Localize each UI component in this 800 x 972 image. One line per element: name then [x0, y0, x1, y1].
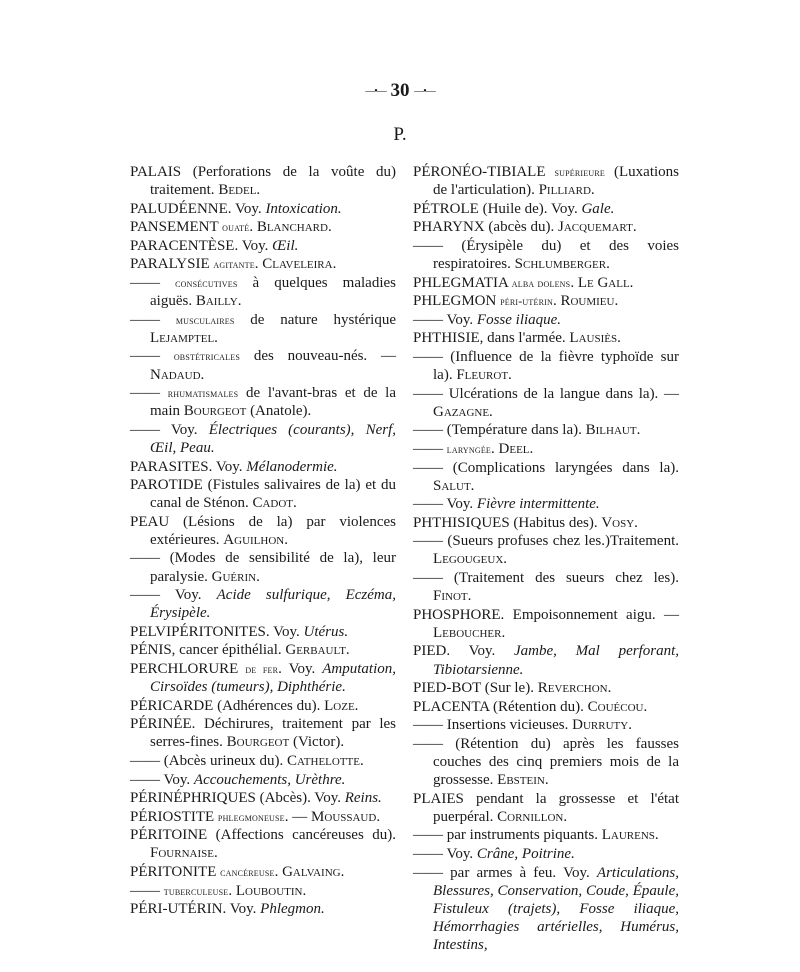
index-entry [130, 641, 396, 659]
index-entry [413, 163, 679, 199]
entry-text: des nouveau-nés. — [240, 348, 396, 365]
author-name: Bourgeot [226, 734, 290, 751]
author-name: Gazagne. [433, 403, 493, 420]
author-name: Gerbault. [285, 642, 350, 659]
entry-text: PHLEGMATIA [413, 274, 512, 291]
entry-text: —— (Érysipèle du) et des voies respiratoires. [413, 237, 679, 272]
entry-text: PHTHISIE, dans l'armée. [413, 330, 570, 347]
author-name: Leboucher. [433, 624, 506, 641]
author-name: Bedel. [218, 182, 261, 199]
author-name: Finot. [433, 588, 472, 605]
cross-reference: Phlegmon. [260, 901, 325, 918]
entry-text: PHTHISIQUES (Habitus des). [413, 514, 602, 531]
entry-text: PÉRINÉE. Déchirures, traitement par les serres-fines. [130, 716, 396, 751]
index-entry [130, 586, 396, 622]
entry-text: . [570, 274, 578, 291]
author-name: Le Gall. [577, 274, 634, 291]
index-entry [413, 274, 679, 292]
entry-text: —— [130, 882, 164, 899]
index-entry [130, 623, 396, 641]
index-entry [130, 789, 396, 807]
index-entry [130, 771, 396, 789]
entry-text: —— Voy. [130, 421, 209, 438]
cross-reference: Fièvre intermittente. [476, 496, 600, 513]
left-column [130, 163, 396, 919]
entry-text: phlegmoneuse [217, 809, 285, 824]
author-name: Fournaise. [150, 845, 218, 862]
author-name: Bilhaut. [585, 422, 641, 439]
author-name: Schlumberger. [514, 255, 610, 272]
cross-reference: Accouchements, Urèthre. [193, 771, 346, 788]
index-entry [413, 606, 679, 642]
index-entry [130, 752, 396, 770]
index-entry [413, 826, 679, 844]
entry-text: PLAIES pendant la grossesse et l'état puerpéral. [413, 790, 679, 825]
entry-text: —— (Température dans la). [413, 422, 586, 439]
cross-reference: Acide sulfurique, Eczéma, Érysipèle. [150, 587, 396, 622]
entry-text: PLACENTA (Rétention du). [413, 698, 588, 715]
index-entry [130, 311, 396, 347]
index-entry [413, 218, 679, 236]
cross-reference: Crâne, Poitrine. [476, 845, 575, 862]
entry-text: —— par instruments piquants. [413, 827, 602, 844]
cross-reference: Intoxication. [265, 200, 342, 217]
entry-text: obstétricales [173, 349, 240, 364]
entry-text: PIED-BOT (Sur le). [413, 680, 538, 697]
entry-text: —— [413, 440, 447, 457]
entry-text: agitante [213, 257, 255, 272]
entry-text: consécutives [175, 276, 238, 291]
author-name: Ebstein. [497, 772, 549, 789]
index-entry [413, 348, 679, 384]
author-name: Louboutin. [235, 882, 307, 899]
author-name: Reverchon. [537, 680, 612, 697]
author-name: Fleurot. [456, 367, 512, 384]
entry-text: PAROTIDE (Fistules salivaires de la) et du canal de Sténon. [130, 477, 396, 512]
entry-text: cancéreuse [220, 865, 275, 880]
index-entry [130, 900, 396, 918]
entry-text: ouaté [222, 220, 250, 235]
entry-text: PARACENTÈSE. Voy. [130, 237, 273, 254]
entry-text: . [552, 293, 561, 310]
author-name: Vosy. [601, 514, 638, 531]
entry-text: . Voy. [278, 661, 323, 678]
author-name: Durruty. [572, 717, 632, 734]
entry-text: à quelques maladies aiguës. [150, 275, 396, 310]
entry-text: —— Voy. [413, 311, 477, 328]
index-entry [413, 790, 679, 826]
entry-text: supérieure [554, 165, 605, 179]
entry-text: PARALYSIE [130, 256, 214, 273]
entry-text: —— (Traitement des sueurs chez les). [413, 570, 679, 587]
entry-text: laryngée [446, 441, 492, 456]
ornament-left: —•— [365, 86, 386, 98]
entry-text: rhumatismales [167, 386, 239, 401]
entry-text: PIED. Voy. [413, 643, 514, 660]
author-name: Guérin. [211, 568, 260, 585]
author-name: Jacquemart. [557, 219, 637, 236]
index-entry [413, 569, 679, 605]
entry-text: péri-utérin [500, 294, 553, 309]
entry-text: de fer [245, 662, 279, 677]
author-name: Galvaing. [282, 864, 345, 881]
entry-text: . [228, 882, 236, 899]
page-header [0, 80, 800, 102]
cross-reference: Reins. [344, 790, 382, 807]
entry-text: —— [130, 311, 176, 328]
index-entry [130, 163, 396, 199]
author-name: Legougeux. [433, 551, 508, 568]
index-entry [413, 716, 679, 734]
index-entry [413, 532, 679, 568]
index-entry [413, 311, 679, 329]
entry-text: —— Ulcérations de la langue dans la). — [413, 385, 679, 402]
entry-text: —— (Complications laryngées dans la). [413, 459, 679, 476]
entry-text: . [491, 440, 499, 457]
index-entry [130, 237, 396, 255]
index-entry [413, 237, 679, 273]
entry-text: —— Voy. [130, 587, 217, 604]
entry-text: —— par armes à feu. Voy. [413, 864, 597, 881]
entry-text: —— (Influence de la fièvre typhoïde sur la). [413, 348, 679, 384]
index-entry [130, 808, 396, 826]
author-name: Lausiès. [569, 330, 621, 347]
index-entry [130, 513, 396, 549]
entry-text: PÉRICARDE (Adhérences du). [130, 697, 325, 714]
author-name: Bailly. [195, 293, 242, 310]
author-name: Cadot. [252, 495, 297, 512]
entry-text: PERCHLORURE [130, 661, 246, 678]
cross-reference: Gale. [581, 200, 615, 217]
entry-text: PALAIS (Perforations de la voûte du) traitement. [130, 164, 396, 199]
index-entry [413, 864, 679, 954]
author-name: Bourgeot [183, 403, 247, 420]
author-name: Nadaud. [150, 366, 205, 383]
entry-text: musculaires [175, 312, 235, 327]
index-entry [413, 440, 679, 458]
cross-reference: Électriques (courants), Nerf, Œil, Peau. [150, 421, 396, 456]
author-name: Lejamptel. [150, 329, 218, 346]
index-entry [130, 863, 396, 881]
entry-text: PÉRITONITE [130, 864, 221, 881]
author-name: Couécou. [587, 698, 648, 715]
entry-text: PÉTROLE (Huile de). Voy. [413, 200, 582, 217]
index-entry [413, 292, 679, 310]
entry-text: PEAU (Lésions de la) par violences extérieures. [130, 513, 396, 548]
index-entry [130, 715, 396, 751]
entry-text: (Victor). [289, 734, 345, 751]
index-entry [413, 735, 679, 789]
index-entry [130, 421, 396, 457]
entry-text: PARASITES. Voy. [130, 458, 247, 475]
index-entry [413, 459, 679, 495]
entry-text: —— (Sueurs profuses chez les.)Traitement. [413, 533, 679, 550]
author-name: Salut. [433, 477, 475, 494]
entry-text: PÉRINÉPHRIQUES (Abcès). Voy. [130, 790, 345, 807]
author-name: Moussaud. [311, 808, 381, 825]
entry-text: . [274, 864, 283, 881]
author-name: Loze. [324, 697, 359, 714]
entry-text: —— (Abcès urineux du). [130, 753, 288, 769]
entry-text: . — [284, 808, 312, 825]
entry-text: PALUDÉENNE. Voy. [130, 200, 266, 217]
entry-text: PHOSPHORE. Empoisonnement aigu. — [413, 606, 679, 623]
entry-text: alba dolens [511, 275, 571, 290]
index-entry [130, 549, 396, 585]
entry-text: PHLEGMON [413, 293, 501, 310]
author-name: Aguilhon. [223, 531, 288, 548]
index-entry [413, 698, 679, 716]
entry-text: PANSEMENT [130, 219, 223, 236]
entry-text: PÉRONÉO-TIBIALE [413, 164, 555, 180]
index-entry [413, 421, 679, 439]
cross-reference: Amputation, Cirsoïdes (tumeurs), Diphthérie. [150, 661, 396, 696]
index-entry [130, 458, 396, 476]
index-entry [413, 329, 679, 347]
index-entry [130, 660, 396, 696]
entry-text: PELVIPÉRITONITES. Voy. [130, 623, 304, 640]
index-entry [413, 495, 679, 513]
entry-text: PÉRI-UTÉRIN. Voy. [130, 901, 261, 918]
index-entry [413, 845, 679, 863]
cross-reference: Œil. [272, 237, 299, 254]
entry-text: PHARYNX (abcès du). [413, 219, 558, 236]
entry-text: —— [130, 275, 176, 292]
author-name: Claveleira. [262, 256, 337, 273]
author-name: Deel. [498, 440, 534, 457]
entry-text: —— (Modes de sensibilité de la), leur paralysie. [130, 550, 396, 585]
entry-text: —— Insertions vicieuses. [413, 717, 573, 734]
entry-text: (Anatole). [246, 403, 312, 420]
author-name: Laurens. [601, 827, 659, 844]
page-number: 30 [390, 80, 410, 101]
entry-text: —— [130, 385, 168, 402]
index-entry [130, 476, 396, 512]
index-entry [413, 385, 679, 421]
entry-text: tuberculeuse [163, 883, 229, 898]
cross-reference: Articulations, Blessures, Conservation, Coude, Épaule, Fistuleux (trajets), Fosse iliaque, Hémorrhagies artérielles, Humérus, Intestins, [433, 864, 679, 953]
author-name: Roumieu. [560, 293, 619, 310]
index-entry [413, 642, 679, 678]
entry-text: —— Voy. [130, 771, 194, 788]
index-entry [413, 679, 679, 697]
index-entry [413, 514, 679, 532]
entry-text: —— Voy. [413, 496, 477, 513]
entry-text: —— Voy. [413, 845, 477, 862]
author-name: Blanchard. [256, 219, 332, 236]
author-name: Cathelotte. [287, 753, 364, 769]
entry-text: PÉRIOSTITE [130, 808, 218, 825]
index-entry [130, 347, 396, 383]
author-name: Pilliard. [538, 182, 595, 199]
cross-reference: Fosse iliaque. [476, 311, 562, 328]
right-column [413, 163, 679, 955]
entry-text: —— [130, 348, 174, 365]
index-entry [130, 882, 396, 900]
author-name: Cornillon. [497, 808, 568, 825]
ornament-right: —•— [414, 86, 435, 98]
index-entry [413, 200, 679, 218]
index-entry [130, 274, 396, 310]
entry-text: de nature hystérique [234, 311, 397, 328]
index-entry [130, 697, 396, 715]
entry-text: PÉNIS, cancer épithélial. [130, 642, 286, 659]
entry-text: —— (Rétention du) après les fausses couches des cinq premiers mois de la grossesse. [413, 735, 679, 789]
entry-text: PÉRITOINE (Affections cancéreuses du). [130, 827, 396, 844]
index-entry [130, 218, 396, 236]
index-entry [130, 384, 396, 420]
entry-text: de l'avant-bras et de la main [150, 385, 396, 420]
cross-reference: Utérus. [303, 623, 349, 640]
entry-text: . [249, 219, 257, 236]
index-entry [130, 826, 396, 862]
entry-text: (Luxations de l'articulation). [433, 164, 679, 199]
cross-reference: Mélanodermie. [246, 458, 338, 475]
entry-text: . [254, 256, 263, 273]
section-letter: P. [393, 124, 407, 145]
cross-reference: Jambe, Mal perforant, Tibiotarsienne. [433, 643, 679, 678]
index-entry [130, 255, 396, 273]
index-entry [130, 200, 396, 218]
